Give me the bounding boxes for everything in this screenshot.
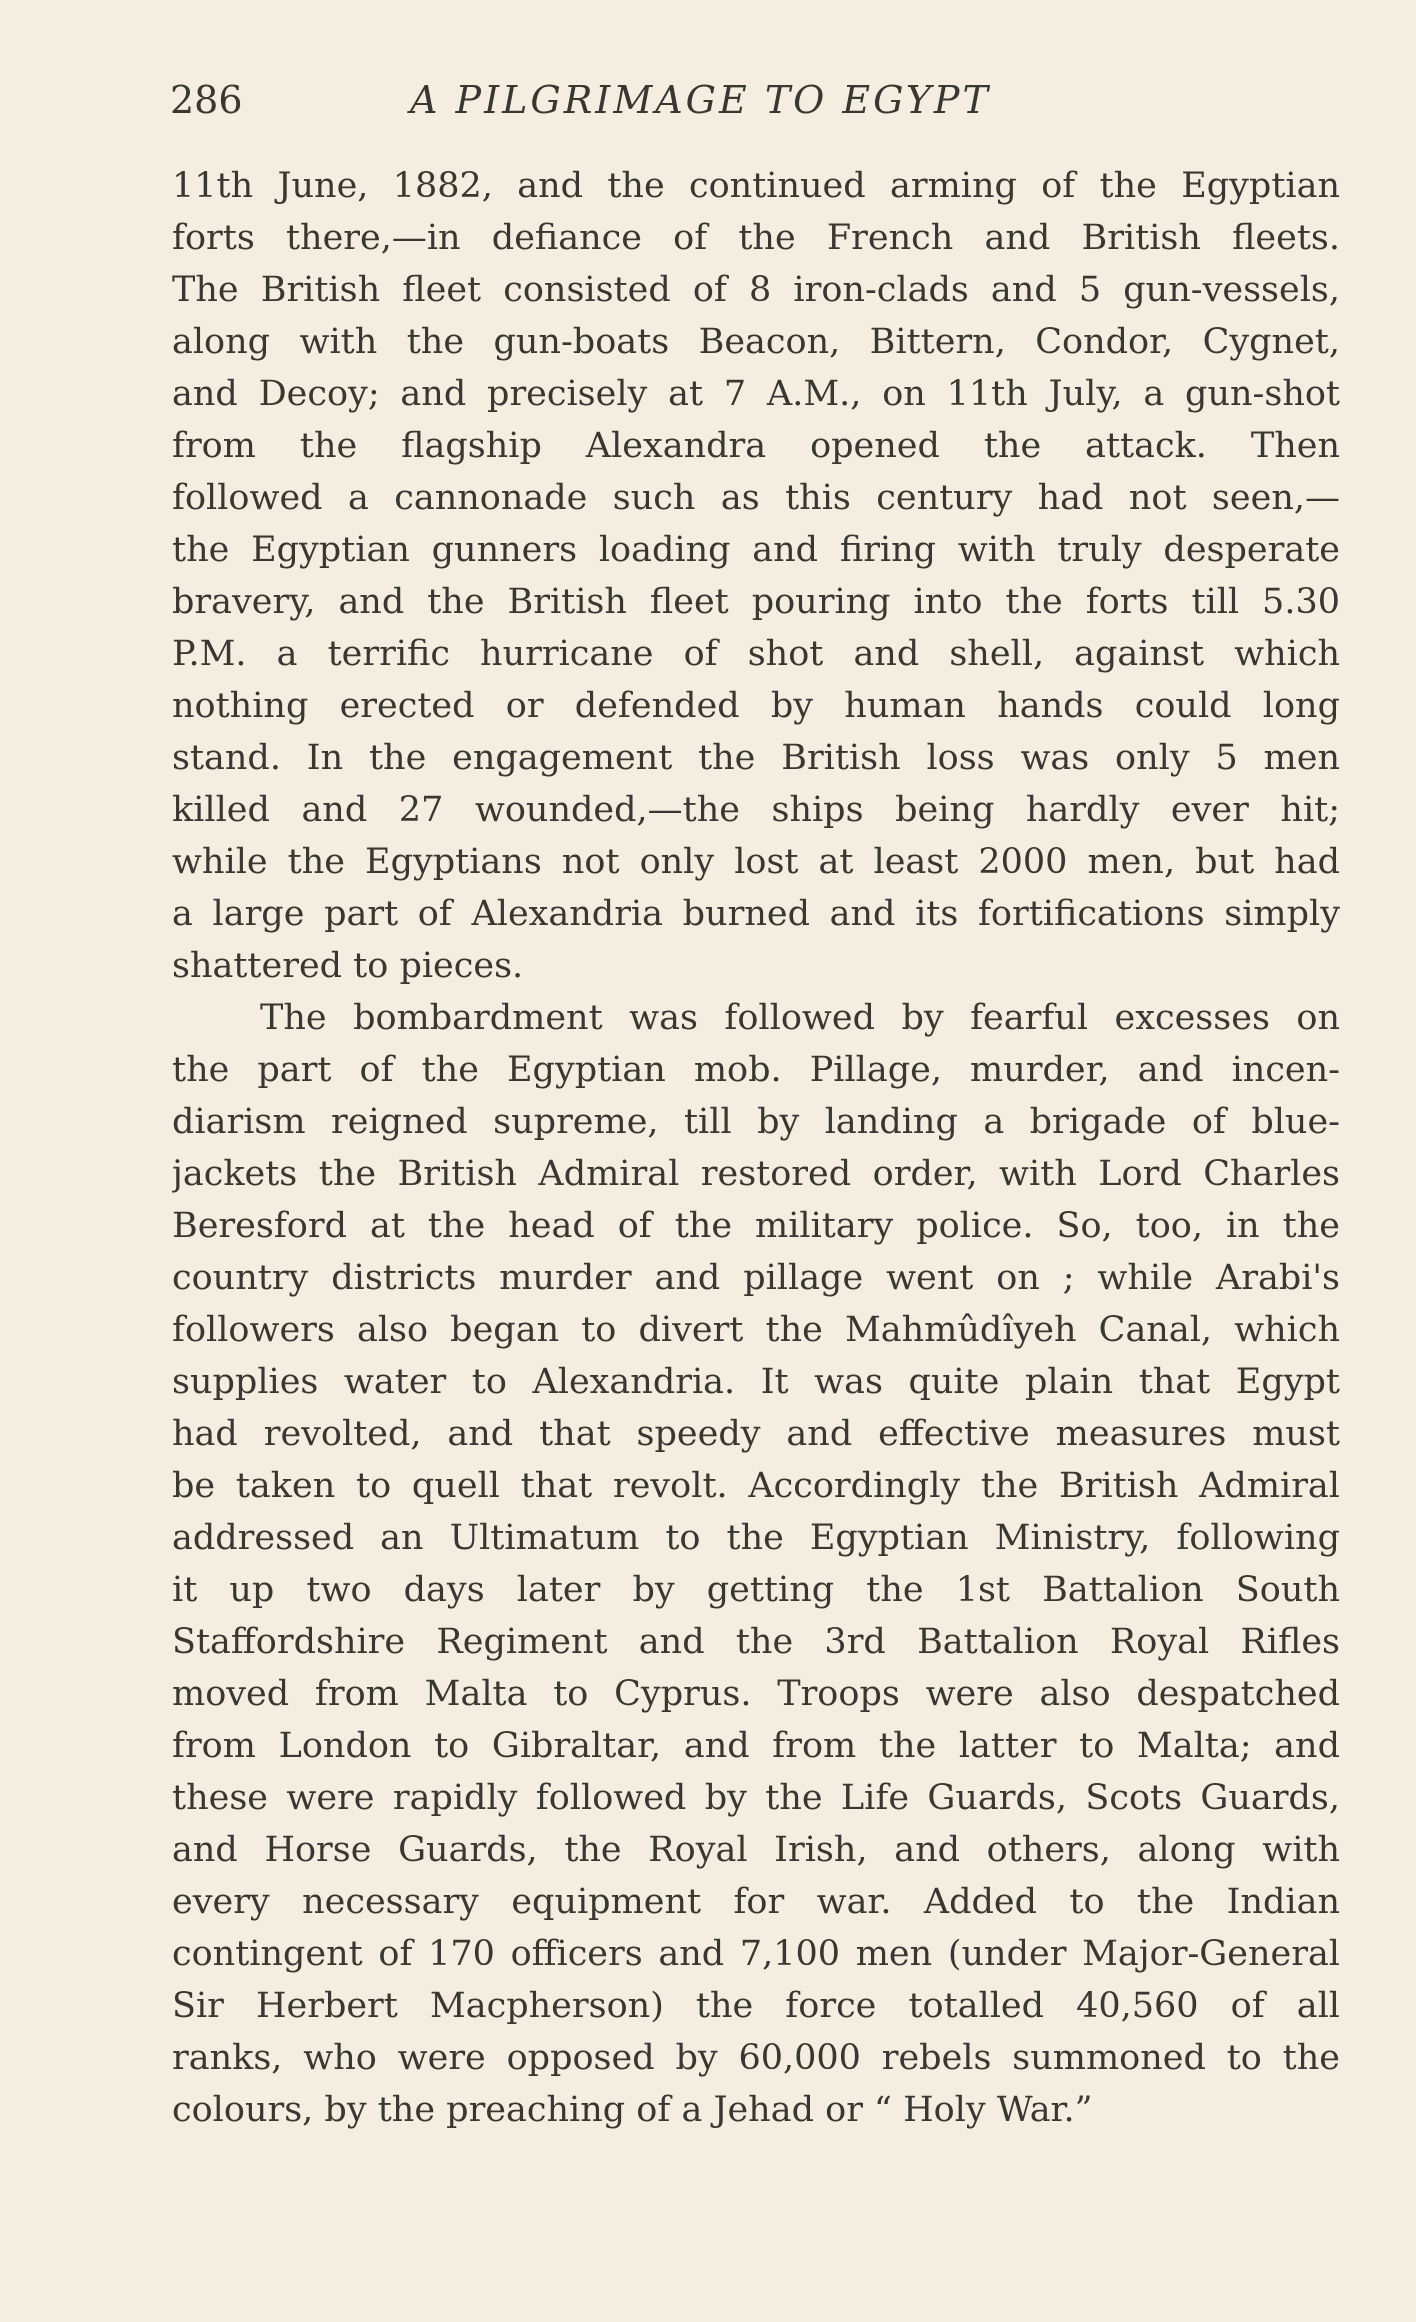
text-line: The bombardment was followed by fearful excesses on: [260, 998, 1340, 1038]
text-line: stand. In the engagement the British loss was only 5 men: [172, 738, 1340, 778]
text-line: supplies water to Alexandria. It was quite plain that Egypt: [172, 1362, 1340, 1402]
text-line: while the Egyptians not only lost at least 2000 men, but had: [172, 842, 1340, 882]
body-text: [172, 160, 1340, 2136]
text-line: the Egyptian gunners loading and firing with truly desperate: [172, 530, 1340, 570]
text-line: addressed an Ultimatum to the Egyptian Ministry, following: [172, 1518, 1340, 1558]
text-line: country districts murder and pillage went on ; while Arabi's: [172, 1258, 1340, 1298]
text-line: 11th June, 1882, and the continued arming of the Egyptian: [172, 166, 1340, 206]
text-line: a large part of Alexandria burned and its fortifications simply: [172, 894, 1340, 934]
running-title: A PILGRIMAGE TO EGYPT: [410, 78, 991, 122]
text-line: and Horse Guards, the Royal Irish, and others, along with: [172, 1830, 1340, 1870]
text-line: the part of the Egyptian mob. Pillage, murder, and incen-: [172, 1050, 1340, 1090]
text-line: contingent of 170 officers and 7,100 men (under Major-General: [172, 1934, 1340, 1974]
text-line: moved from Malta to Cyprus. Troops were also despatched: [172, 1674, 1340, 1714]
text-line: The British fleet consisted of 8 iron-clads and 5 gun-vessels,: [172, 270, 1340, 310]
text-line: jackets the British Admiral restored order, with Lord Charles: [172, 1154, 1340, 1194]
text-line: followers also began to divert the Mahmûdîyeh Canal, which: [172, 1310, 1340, 1350]
text-line: from London to Gibraltar, and from the latter to Malta; and: [172, 1726, 1340, 1766]
text-line: killed and 27 wounded,—the ships being hardly ever hit;: [172, 790, 1340, 830]
text-line: P.M. a terrific hurricane of shot and shell, against which: [172, 634, 1340, 674]
text-line: these were rapidly followed by the Life Guards, Scots Guards,: [172, 1778, 1340, 1818]
text-line: ranks, who were opposed by 60,000 rebels summoned to the: [172, 2038, 1340, 2078]
text-line: from the flagship Alexandra opened the attack. Then: [172, 426, 1340, 466]
text-line: Staffordshire Regiment and the 3rd Battalion Royal Rifles: [172, 1622, 1340, 1662]
text-line: along with the gun-boats Beacon, Bittern, Condor, Cygnet,: [172, 322, 1340, 362]
text-line: shattered to pieces.: [172, 946, 524, 986]
running-head: [170, 72, 1340, 128]
text-line: colours, by the preaching of a Jehad or “ Holy War.”: [172, 2090, 1093, 2130]
text-line: nothing erected or defended by human hands could long: [172, 686, 1340, 726]
text-line: be taken to quell that revolt. Accordingly the British Admiral: [172, 1466, 1340, 1506]
text-line: had revolted, and that speedy and effective measures must: [172, 1414, 1340, 1454]
text-line: bravery, and the British fleet pouring into the forts till 5.30: [172, 582, 1340, 622]
page-number: 286: [170, 78, 243, 122]
text-line: forts there,—in defiance of the French and British fleets.: [172, 218, 1340, 258]
text-line: and Decoy; and precisely at 7 A.M., on 11th July, a gun-shot: [172, 374, 1340, 414]
text-line: followed a cannonade such as this century had not seen,—: [172, 478, 1340, 518]
text-line: Beresford at the head of the military police. So, too, in the: [172, 1206, 1340, 1246]
text-line: every necessary equipment for war. Added to the Indian: [172, 1882, 1340, 1922]
text-line: it up two days later by getting the 1st Battalion South: [172, 1570, 1340, 1610]
text-line: Sir Herbert Macpherson) the force totalled 40,560 of all: [172, 1986, 1340, 2026]
text-line: diarism reigned supreme, till by landing a brigade of blue-: [172, 1102, 1340, 1142]
